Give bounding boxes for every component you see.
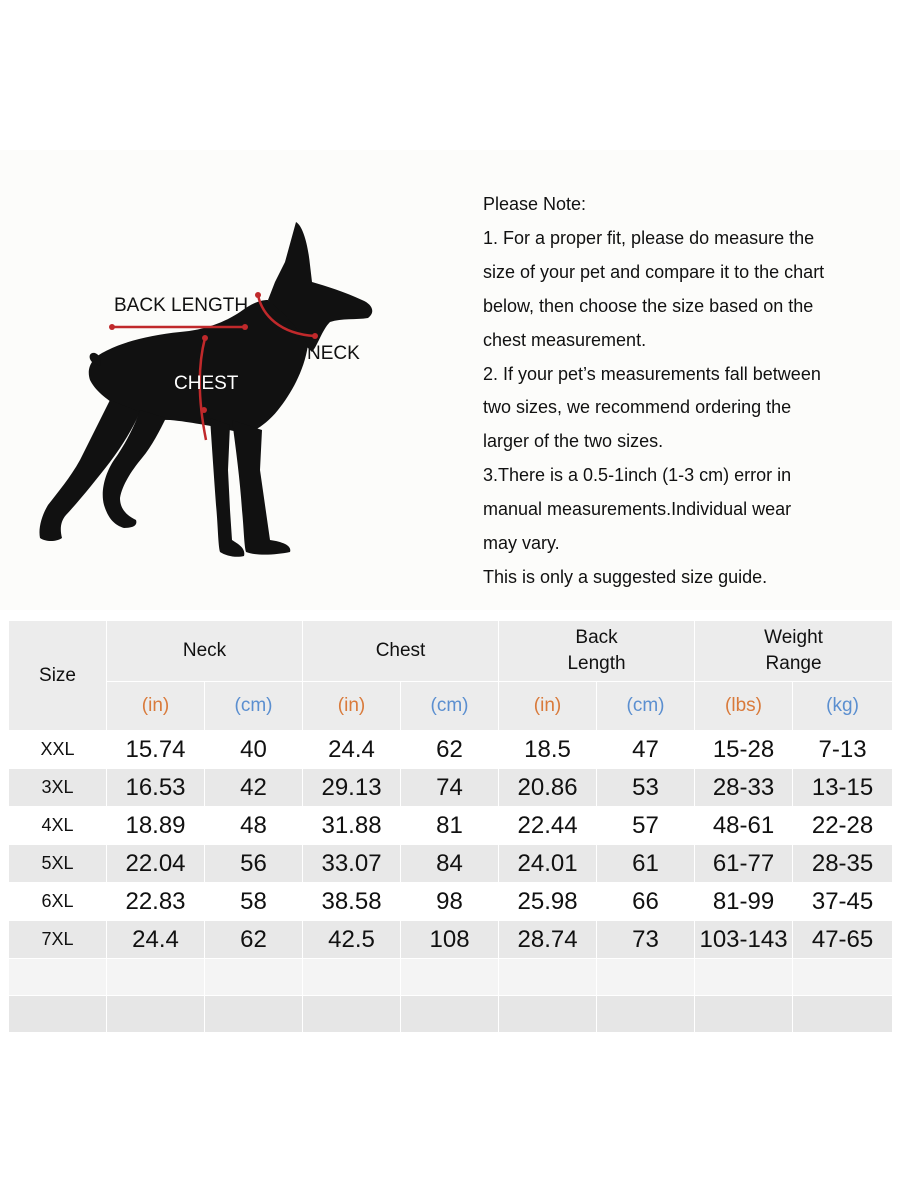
note-line: 1. For a proper fit, please do measure the — [483, 227, 815, 248]
note-line: larger of the two sizes. — [483, 431, 664, 452]
note-line: 2. If your pet’s measurements fall between — [483, 363, 821, 384]
size-cell: 3XL — [9, 769, 107, 807]
neck-label: NECK — [307, 343, 360, 364]
back-length-header-line1: Back — [575, 627, 618, 648]
unit-label: (cm) — [401, 682, 499, 731]
table-cell: 24.4 — [303, 731, 401, 769]
table-cell: 28.74 — [499, 921, 597, 959]
size-cell: XXL — [9, 731, 107, 769]
table-row — [9, 807, 893, 845]
table-cell: 24.01 — [499, 845, 597, 883]
size-cell: 7XL — [9, 921, 107, 959]
table-cell: 47-65 — [793, 921, 893, 959]
table-cell: 66 — [597, 883, 695, 921]
table-cell: 74 — [401, 769, 499, 807]
table-cell: 18.5 — [499, 731, 597, 769]
back-length-header-line2: Length — [567, 653, 626, 674]
table-cell: 62 — [401, 731, 499, 769]
table-cell: 61 — [597, 845, 695, 883]
size-cell: 5XL — [9, 845, 107, 883]
table-cell: 33.07 — [303, 845, 401, 883]
note-line: size of your pet and compare it to the chart — [483, 261, 825, 282]
table-cell: 40 — [205, 731, 303, 769]
note-line: may vary. — [483, 533, 560, 554]
table-cell: 47 — [597, 731, 695, 769]
table-cell: 61-77 — [695, 845, 793, 883]
table-cell: 22.44 — [499, 807, 597, 845]
note-line: chest measurement. — [483, 329, 647, 350]
note-line: This is only a suggested size guide. — [483, 566, 768, 587]
weight-header-line2: Range — [765, 653, 822, 674]
back-length-header — [499, 621, 695, 682]
table-cell: 28-35 — [793, 845, 893, 883]
table-row — [9, 769, 893, 807]
unit-label: (in) — [303, 682, 401, 731]
table-cell: 56 — [205, 845, 303, 883]
table-cell: 42 — [205, 769, 303, 807]
table-cell: 48-61 — [695, 807, 793, 845]
empty-row — [9, 959, 893, 996]
neck-header: Neck — [107, 621, 303, 682]
table-row — [9, 883, 893, 921]
table-cell: 7-13 — [793, 731, 893, 769]
table-cell: 15.74 — [107, 731, 205, 769]
unit-label: (lbs) — [695, 682, 793, 731]
table-cell: 73 — [597, 921, 695, 959]
table-cell: 29.13 — [303, 769, 401, 807]
table-cell: 48 — [205, 807, 303, 845]
size-note — [483, 188, 888, 595]
note-line: Please Note: — [483, 194, 587, 214]
table-cell: 28-33 — [695, 769, 793, 807]
table-cell: 22-28 — [793, 807, 893, 845]
table-cell: 53 — [597, 769, 695, 807]
table-cell: 18.89 — [107, 807, 205, 845]
table-cell: 16.53 — [107, 769, 205, 807]
empty-row — [9, 996, 893, 1033]
table-cell: 103-143 — [695, 921, 793, 959]
table-cell: 108 — [401, 921, 499, 959]
table-cell: 81-99 — [695, 883, 793, 921]
table-row — [9, 921, 893, 959]
unit-label: (kg) — [793, 682, 893, 731]
weight-header-line1: Weight — [764, 627, 823, 648]
table-cell: 58 — [205, 883, 303, 921]
table-cell: 38.58 — [303, 883, 401, 921]
table-cell: 84 — [401, 845, 499, 883]
table-cell: 22.04 — [107, 845, 205, 883]
size-cell: 4XL — [9, 807, 107, 845]
table-cell: 42.5 — [303, 921, 401, 959]
weight-range-header — [695, 621, 893, 682]
unit-label: (in) — [499, 682, 597, 731]
note-line: 3.There is a 0.5-1inch (1-3 cm) error in — [483, 465, 792, 486]
table-cell: 57 — [597, 807, 695, 845]
table-cell: 15-28 — [695, 731, 793, 769]
table-row — [9, 731, 893, 769]
size-cell: 6XL — [9, 883, 107, 921]
size-header: Size — [9, 621, 107, 731]
unit-label: (in) — [107, 682, 205, 731]
chest-label: CHEST — [174, 373, 239, 394]
table-cell: 81 — [401, 807, 499, 845]
table-cell: 20.86 — [499, 769, 597, 807]
size-chart-table — [8, 620, 893, 1033]
table-cell: 13-15 — [793, 769, 893, 807]
table-cell: 37-45 — [793, 883, 893, 921]
chest-header: Chest — [303, 621, 499, 682]
table-cell: 98 — [401, 883, 499, 921]
table-header-row — [9, 621, 893, 682]
table-cell: 62 — [205, 921, 303, 959]
back-length-label: BACK LENGTH — [114, 295, 249, 316]
unit-label: (cm) — [597, 682, 695, 731]
table-cell: 24.4 — [107, 921, 205, 959]
unit-label: (cm) — [205, 682, 303, 731]
table-unit-row — [9, 682, 893, 731]
note-line: manual measurements.Individual wear — [483, 499, 792, 520]
table-row — [9, 845, 893, 883]
table-cell: 31.88 — [303, 807, 401, 845]
table-cell: 22.83 — [107, 883, 205, 921]
note-line: below, then choose the size based on the — [483, 295, 814, 316]
note-line: two sizes, we recommend ordering the — [483, 397, 792, 418]
table-cell: 25.98 — [499, 883, 597, 921]
size-rows — [9, 731, 893, 959]
